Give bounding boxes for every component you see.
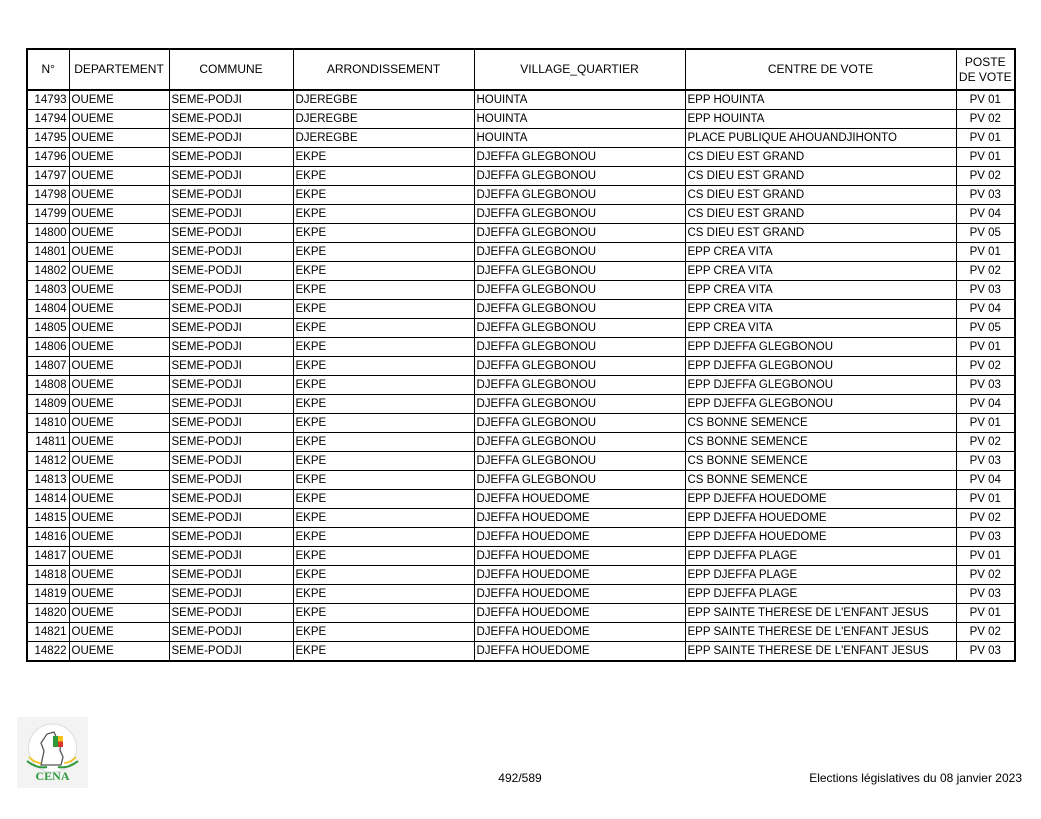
header-centre-de-vote: CENTRE DE VOTE — [685, 49, 956, 90]
cell-departement: OUEME — [69, 319, 169, 338]
cell-commune: SEME-PODJI — [169, 338, 293, 357]
table-row — [27, 623, 1015, 642]
table-row — [27, 566, 1015, 585]
table-row — [27, 338, 1015, 357]
cell-village-quartier: DJEFFA GLEGBONOU — [474, 338, 685, 357]
cell-arrondissement: EKPE — [293, 395, 474, 414]
cell-number: 14820 — [27, 604, 69, 623]
cell-departement: OUEME — [69, 642, 169, 662]
cell-departement: OUEME — [69, 90, 169, 110]
cell-commune: SEME-PODJI — [169, 376, 293, 395]
cell-centre-de-vote: CS DIEU EST GRAND — [685, 224, 956, 243]
cell-commune: SEME-PODJI — [169, 604, 293, 623]
cell-arrondissement: DJEREGBE — [293, 129, 474, 148]
cell-centre-de-vote: EPP SAINTE THERESE DE L'ENFANT JESUS — [685, 642, 956, 662]
cell-poste-de-vote: PV 01 — [956, 243, 1015, 262]
table-row — [27, 300, 1015, 319]
cell-poste-de-vote: PV 04 — [956, 471, 1015, 490]
cell-arrondissement: EKPE — [293, 205, 474, 224]
table-row — [27, 414, 1015, 433]
cell-village-quartier: DJEFFA GLEGBONOU — [474, 148, 685, 167]
cell-village-quartier: HOUINTA — [474, 90, 685, 110]
cell-village-quartier: DJEFFA HOUEDOME — [474, 604, 685, 623]
cell-commune: SEME-PODJI — [169, 205, 293, 224]
header-poste-de-vote: POSTE DE VOTE — [956, 49, 1015, 90]
cell-commune: SEME-PODJI — [169, 623, 293, 642]
table-body — [27, 90, 1015, 661]
cell-number: 14815 — [27, 509, 69, 528]
cell-centre-de-vote: CS BONNE SEMENCE — [685, 414, 956, 433]
cell-village-quartier: DJEFFA GLEGBONOU — [474, 243, 685, 262]
cell-poste-de-vote: PV 01 — [956, 490, 1015, 509]
cell-village-quartier: DJEFFA GLEGBONOU — [474, 357, 685, 376]
cell-number: 14821 — [27, 623, 69, 642]
table-header-row — [27, 49, 1015, 90]
cell-centre-de-vote: EPP DJEFFA PLAGE — [685, 585, 956, 604]
cell-village-quartier: DJEFFA GLEGBONOU — [474, 300, 685, 319]
cell-number: 14807 — [27, 357, 69, 376]
table-row — [27, 547, 1015, 566]
cell-commune: SEME-PODJI — [169, 414, 293, 433]
cell-arrondissement: EKPE — [293, 167, 474, 186]
table-row — [27, 376, 1015, 395]
cell-village-quartier: DJEFFA GLEGBONOU — [474, 167, 685, 186]
cell-centre-de-vote: CS DIEU EST GRAND — [685, 148, 956, 167]
cell-poste-de-vote: PV 01 — [956, 129, 1015, 148]
header-arrondissement: ARRONDISSEMENT — [293, 49, 474, 90]
cell-poste-de-vote: PV 03 — [956, 186, 1015, 205]
table-row — [27, 319, 1015, 338]
cell-poste-de-vote: PV 02 — [956, 110, 1015, 129]
cell-village-quartier: DJEFFA GLEGBONOU — [474, 205, 685, 224]
table-row — [27, 509, 1015, 528]
cell-arrondissement: EKPE — [293, 490, 474, 509]
cell-arrondissement: EKPE — [293, 452, 474, 471]
header-village-quartier: VILLAGE_QUARTIER — [474, 49, 685, 90]
cell-commune: SEME-PODJI — [169, 585, 293, 604]
cell-poste-de-vote: PV 02 — [956, 433, 1015, 452]
cell-poste-de-vote: PV 01 — [956, 547, 1015, 566]
cell-centre-de-vote: CS BONNE SEMENCE — [685, 433, 956, 452]
cell-poste-de-vote: PV 04 — [956, 205, 1015, 224]
cell-number: 14806 — [27, 338, 69, 357]
cell-number: 14811 — [27, 433, 69, 452]
cell-departement: OUEME — [69, 129, 169, 148]
cell-arrondissement: EKPE — [293, 281, 474, 300]
cell-departement: OUEME — [69, 509, 169, 528]
cell-arrondissement: EKPE — [293, 224, 474, 243]
cell-arrondissement: DJEREGBE — [293, 90, 474, 110]
cell-centre-de-vote: EPP DJEFFA HOUEDOME — [685, 528, 956, 547]
table-row — [27, 452, 1015, 471]
table-row — [27, 395, 1015, 414]
table-row — [27, 281, 1015, 300]
cell-arrondissement: EKPE — [293, 547, 474, 566]
cell-village-quartier: HOUINTA — [474, 129, 685, 148]
header-number: N° — [27, 49, 69, 90]
cell-commune: SEME-PODJI — [169, 319, 293, 338]
cell-commune: SEME-PODJI — [169, 395, 293, 414]
cell-centre-de-vote: EPP SAINTE THERESE DE L'ENFANT JESUS — [685, 623, 956, 642]
cell-centre-de-vote: CS DIEU EST GRAND — [685, 167, 956, 186]
table-row — [27, 148, 1015, 167]
cell-poste-de-vote: PV 03 — [956, 585, 1015, 604]
table-row — [27, 262, 1015, 281]
table-row — [27, 490, 1015, 509]
cell-departement: OUEME — [69, 338, 169, 357]
cell-village-quartier: DJEFFA GLEGBONOU — [474, 281, 685, 300]
cell-village-quartier: DJEFFA HOUEDOME — [474, 585, 685, 604]
cell-village-quartier: DJEFFA HOUEDOME — [474, 623, 685, 642]
table-row — [27, 471, 1015, 490]
cell-centre-de-vote: EPP DJEFFA PLAGE — [685, 547, 956, 566]
cell-number: 14818 — [27, 566, 69, 585]
cell-departement: OUEME — [69, 281, 169, 300]
cell-centre-de-vote: CS BONNE SEMENCE — [685, 471, 956, 490]
table-row — [27, 167, 1015, 186]
cell-commune: SEME-PODJI — [169, 110, 293, 129]
cell-commune: SEME-PODJI — [169, 452, 293, 471]
cell-departement: OUEME — [69, 376, 169, 395]
cell-departement: OUEME — [69, 547, 169, 566]
cell-centre-de-vote: EPP DJEFFA PLAGE — [685, 566, 956, 585]
cell-departement: OUEME — [69, 148, 169, 167]
table-row — [27, 243, 1015, 262]
cena-logo-text: CENA — [35, 769, 70, 783]
cell-commune: SEME-PODJI — [169, 357, 293, 376]
cell-village-quartier: DJEFFA GLEGBONOU — [474, 186, 685, 205]
cell-departement: OUEME — [69, 604, 169, 623]
cell-centre-de-vote: CS DIEU EST GRAND — [685, 186, 956, 205]
cell-arrondissement: EKPE — [293, 623, 474, 642]
table-row — [27, 357, 1015, 376]
cell-number: 14798 — [27, 186, 69, 205]
cell-centre-de-vote: EPP CREA VITA — [685, 243, 956, 262]
cell-arrondissement: EKPE — [293, 642, 474, 662]
cell-village-quartier: DJEFFA GLEGBONOU — [474, 433, 685, 452]
cell-commune: SEME-PODJI — [169, 300, 293, 319]
cell-arrondissement: EKPE — [293, 262, 474, 281]
cell-number: 14799 — [27, 205, 69, 224]
cell-arrondissement: EKPE — [293, 357, 474, 376]
table-row — [27, 110, 1015, 129]
cell-departement: OUEME — [69, 623, 169, 642]
cell-arrondissement: EKPE — [293, 243, 474, 262]
cell-village-quartier: HOUINTA — [474, 110, 685, 129]
cell-village-quartier: DJEFFA HOUEDOME — [474, 509, 685, 528]
cell-village-quartier: DJEFFA GLEGBONOU — [474, 452, 685, 471]
cell-poste-de-vote: PV 02 — [956, 509, 1015, 528]
table-row — [27, 205, 1015, 224]
cell-commune: SEME-PODJI — [169, 224, 293, 243]
cell-number: 14813 — [27, 471, 69, 490]
cell-arrondissement: EKPE — [293, 338, 474, 357]
table-row — [27, 129, 1015, 148]
polling-stations-table — [26, 48, 1016, 662]
cell-commune: SEME-PODJI — [169, 167, 293, 186]
cell-arrondissement: EKPE — [293, 148, 474, 167]
cell-departement: OUEME — [69, 300, 169, 319]
cell-commune: SEME-PODJI — [169, 129, 293, 148]
cell-village-quartier: DJEFFA GLEGBONOU — [474, 414, 685, 433]
cell-poste-de-vote: PV 03 — [956, 452, 1015, 471]
cell-departement: OUEME — [69, 357, 169, 376]
cell-departement: OUEME — [69, 566, 169, 585]
cell-arrondissement: EKPE — [293, 376, 474, 395]
cell-number: 14795 — [27, 129, 69, 148]
cell-centre-de-vote: EPP DJEFFA GLEGBONOU — [685, 395, 956, 414]
cell-commune: SEME-PODJI — [169, 281, 293, 300]
cell-poste-de-vote: PV 02 — [956, 566, 1015, 585]
cell-number: 14822 — [27, 642, 69, 662]
cell-departement: OUEME — [69, 243, 169, 262]
cell-number: 14797 — [27, 167, 69, 186]
cell-centre-de-vote: EPP DJEFFA HOUEDOME — [685, 509, 956, 528]
table-row — [27, 585, 1015, 604]
cell-number: 14814 — [27, 490, 69, 509]
cell-poste-de-vote: PV 01 — [956, 338, 1015, 357]
cell-number: 14793 — [27, 90, 69, 110]
cell-departement: OUEME — [69, 528, 169, 547]
cell-village-quartier: DJEFFA GLEGBONOU — [474, 262, 685, 281]
cell-commune: SEME-PODJI — [169, 566, 293, 585]
cell-number: 14819 — [27, 585, 69, 604]
cell-commune: SEME-PODJI — [169, 90, 293, 110]
cell-departement: OUEME — [69, 224, 169, 243]
cell-arrondissement: EKPE — [293, 414, 474, 433]
cell-arrondissement: EKPE — [293, 433, 474, 452]
cell-village-quartier: DJEFFA GLEGBONOU — [474, 224, 685, 243]
cell-arrondissement: EKPE — [293, 585, 474, 604]
cell-commune: SEME-PODJI — [169, 262, 293, 281]
cell-poste-de-vote: PV 01 — [956, 604, 1015, 623]
document-title: Elections législatives du 08 janvier 2023 — [809, 771, 1022, 785]
cell-departement: OUEME — [69, 262, 169, 281]
cell-departement: OUEME — [69, 110, 169, 129]
cell-poste-de-vote: PV 03 — [956, 281, 1015, 300]
cell-number: 14808 — [27, 376, 69, 395]
cell-village-quartier: DJEFFA HOUEDOME — [474, 547, 685, 566]
cell-commune: SEME-PODJI — [169, 490, 293, 509]
cell-number: 14810 — [27, 414, 69, 433]
cell-commune: SEME-PODJI — [169, 433, 293, 452]
header-commune: COMMUNE — [169, 49, 293, 90]
cell-departement: OUEME — [69, 452, 169, 471]
table-row — [27, 604, 1015, 623]
cell-departement: OUEME — [69, 205, 169, 224]
cell-centre-de-vote: EPP SAINTE THERESE DE L'ENFANT JESUS — [685, 604, 956, 623]
cell-poste-de-vote: PV 03 — [956, 376, 1015, 395]
cell-arrondissement: EKPE — [293, 319, 474, 338]
cell-centre-de-vote: EPP HOUINTA — [685, 110, 956, 129]
cell-commune: SEME-PODJI — [169, 471, 293, 490]
cell-commune: SEME-PODJI — [169, 243, 293, 262]
table-row — [27, 528, 1015, 547]
table-row — [27, 224, 1015, 243]
cell-departement: OUEME — [69, 490, 169, 509]
cell-poste-de-vote: PV 01 — [956, 148, 1015, 167]
cell-arrondissement: EKPE — [293, 566, 474, 585]
cell-village-quartier: DJEFFA GLEGBONOU — [474, 376, 685, 395]
cell-centre-de-vote: CS BONNE SEMENCE — [685, 452, 956, 471]
cell-number: 14816 — [27, 528, 69, 547]
cell-number: 14801 — [27, 243, 69, 262]
cell-poste-de-vote: PV 03 — [956, 642, 1015, 662]
cell-centre-de-vote: EPP DJEFFA GLEGBONOU — [685, 357, 956, 376]
cell-centre-de-vote: EPP CREA VITA — [685, 300, 956, 319]
cell-departement: OUEME — [69, 433, 169, 452]
cell-number: 14804 — [27, 300, 69, 319]
cell-commune: SEME-PODJI — [169, 186, 293, 205]
cell-departement: OUEME — [69, 186, 169, 205]
cell-village-quartier: DJEFFA GLEGBONOU — [474, 471, 685, 490]
cell-poste-de-vote: PV 04 — [956, 300, 1015, 319]
cell-poste-de-vote: PV 03 — [956, 528, 1015, 547]
cell-village-quartier: DJEFFA HOUEDOME — [474, 642, 685, 662]
cell-village-quartier: DJEFFA GLEGBONOU — [474, 319, 685, 338]
cell-centre-de-vote: EPP DJEFFA GLEGBONOU — [685, 338, 956, 357]
cell-commune: SEME-PODJI — [169, 547, 293, 566]
cell-centre-de-vote: EPP HOUINTA — [685, 90, 956, 110]
cell-commune: SEME-PODJI — [169, 509, 293, 528]
cell-centre-de-vote: EPP DJEFFA GLEGBONOU — [685, 376, 956, 395]
cell-poste-de-vote: PV 05 — [956, 319, 1015, 338]
cell-commune: SEME-PODJI — [169, 642, 293, 662]
cell-centre-de-vote: PLACE PUBLIQUE AHOUANDJIHONTO — [685, 129, 956, 148]
table-row — [27, 642, 1015, 662]
cell-commune: SEME-PODJI — [169, 148, 293, 167]
cell-centre-de-vote: EPP DJEFFA HOUEDOME — [685, 490, 956, 509]
cell-number: 14817 — [27, 547, 69, 566]
cell-arrondissement: DJEREGBE — [293, 110, 474, 129]
cell-poste-de-vote: PV 02 — [956, 167, 1015, 186]
cell-poste-de-vote: PV 02 — [956, 262, 1015, 281]
cell-village-quartier: DJEFFA GLEGBONOU — [474, 395, 685, 414]
cell-village-quartier: DJEFFA HOUEDOME — [474, 566, 685, 585]
table-row — [27, 186, 1015, 205]
cell-poste-de-vote: PV 04 — [956, 395, 1015, 414]
cell-arrondissement: EKPE — [293, 604, 474, 623]
cell-arrondissement: EKPE — [293, 509, 474, 528]
cell-centre-de-vote: EPP CREA VITA — [685, 262, 956, 281]
cell-number: 14802 — [27, 262, 69, 281]
cell-village-quartier: DJEFFA HOUEDOME — [474, 490, 685, 509]
page-number: 492/589 — [498, 771, 542, 785]
cell-village-quartier: DJEFFA HOUEDOME — [474, 528, 685, 547]
cell-number: 14803 — [27, 281, 69, 300]
cell-poste-de-vote: PV 02 — [956, 357, 1015, 376]
table-row — [27, 90, 1015, 110]
cell-departement: OUEME — [69, 414, 169, 433]
cena-logo — [17, 717, 88, 788]
cell-departement: OUEME — [69, 167, 169, 186]
cell-number: 14809 — [27, 395, 69, 414]
cell-number: 14812 — [27, 452, 69, 471]
cell-commune: SEME-PODJI — [169, 528, 293, 547]
table-row — [27, 433, 1015, 452]
cell-number: 14794 — [27, 110, 69, 129]
cell-departement: OUEME — [69, 395, 169, 414]
cell-poste-de-vote: PV 02 — [956, 623, 1015, 642]
cell-number: 14805 — [27, 319, 69, 338]
cell-arrondissement: EKPE — [293, 528, 474, 547]
cell-departement: OUEME — [69, 585, 169, 604]
cell-poste-de-vote: PV 01 — [956, 90, 1015, 110]
cell-arrondissement: EKPE — [293, 186, 474, 205]
cell-arrondissement: EKPE — [293, 300, 474, 319]
cell-poste-de-vote: PV 01 — [956, 414, 1015, 433]
header-departement: DEPARTEMENT — [69, 49, 169, 90]
cell-number: 14796 — [27, 148, 69, 167]
cell-poste-de-vote: PV 05 — [956, 224, 1015, 243]
cell-number: 14800 — [27, 224, 69, 243]
cell-centre-de-vote: EPP CREA VITA — [685, 319, 956, 338]
cell-departement: OUEME — [69, 471, 169, 490]
cell-centre-de-vote: CS DIEU EST GRAND — [685, 205, 956, 224]
cell-arrondissement: EKPE — [293, 471, 474, 490]
cell-centre-de-vote: EPP CREA VITA — [685, 281, 956, 300]
